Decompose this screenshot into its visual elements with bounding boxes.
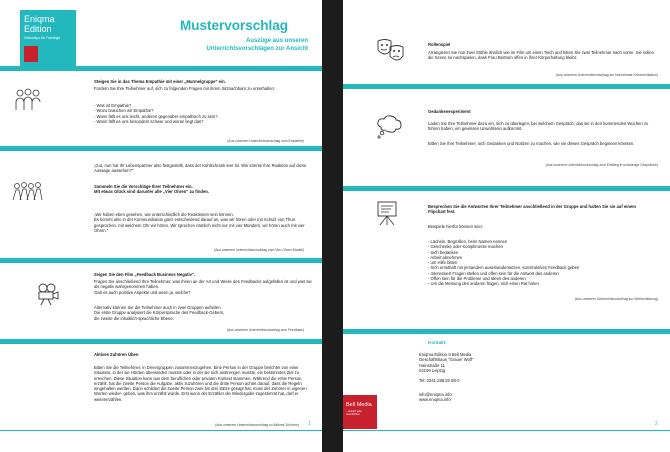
- sec4-caption: (Aus unserem Unterrichtsvorschlag zu Aktives Zuhören): [215, 423, 299, 427]
- bell-media-logo-text: Bell Media: [346, 402, 372, 408]
- document-page-1: [0, 0, 322, 452]
- sec4-body: Bitten Sie die Teilnehmer, in Dreiergruppen zusammenzugehen. Eine Person in der Gruppe berichtet von einer Situation, in der sie Hürden überwinden musste oder in der sie sich anstrengen musste, ein bestimmtes Ziel zu erreichen. Diese Situation kann aus dem beruflichen oder privaten Kontext stammen. Während die erste Person erzählt, hat die zweite Person die Aufgabe, aktiv zuzuhören und die dritte Person achtet darauf, dass die Regeln eingehalten werden. Dann schildert die zweite Person zwei bis drei Sätze gesagt hat, muss der Zuhörer in eigenen Worten wieder- geben, was ihm erzählt wurde. Erst wenn der Erzähler die Wiedergabe zugestimmt hat, darf er weitererzählen.: [94, 365, 307, 402]
- section-divider: [0, 146, 322, 151]
- p2-sec3-intro: Beispiele hierfür können sein:: [428, 224, 483, 229]
- document-page-2: [343, 0, 670, 452]
- sec1-intro: Fordern Sie Ihre Teilnehmer auf, sich zu folgenden Fragen mit ihrem Sitznachbarn zu unterhalten:: [94, 86, 276, 91]
- section-divider: [343, 84, 670, 89]
- footer-line: [343, 430, 670, 431]
- sec3-caption: (Aus unserem Unterrichtsvorschlag zum Feedback): [226, 328, 304, 332]
- page-subtitle: Auszüge aus unseren Unterrichtsvorschlägen zur Ansicht: [206, 38, 308, 52]
- sec2-quote1: „Gut, nun hat Ihr Lebenspartner also festgestellt, dass der Kühlschrank leer ist. Wie könnte Ihre Reaktion auf diese Aussage aussehen?": [94, 163, 307, 174]
- contact-address: Eniqma Edition II Bell Media Geschäftshaus "Grauer Wolf" Hainstraße 11 04109 Leipzig: [419, 352, 474, 373]
- section-divider: [0, 339, 322, 344]
- audience-ears-icon: [12, 180, 44, 207]
- sec4-heading: Aktives Zuhören Üben: [94, 352, 139, 357]
- film-camera-icon: [36, 283, 60, 310]
- section-divider: [0, 258, 322, 263]
- section-divider: [0, 66, 322, 71]
- p2-sec3-caption: (Aus unserem Unterrichtsvorschlag zur Wertschätzung): [574, 297, 658, 301]
- eniqma-logo: [20, 10, 76, 66]
- page-number: 2: [655, 421, 658, 427]
- page-title: Mustervorschlag: [180, 18, 289, 33]
- p2-sec2-body2: Bitten Sie Ihre Teilnehmer, sich Gedanken und Notizen zu machen, wie sie dieses Gespräch beginnen könnten.: [428, 141, 635, 146]
- section-divider: [343, 329, 670, 334]
- sec1-caption: (Aus unserem Unterrichtsvorschlag zum Empathie): [227, 139, 304, 143]
- sec3-body1: Fragen Sie anschließend Ihre Teilnehmer, was Ihnen an der Art und Weise des Feedbacks aufgefallen ist und was sie als negativ wahrgenommen haben. Gab es auch positive Aspekte und wenn ja, welche?: [94, 279, 312, 295]
- section-divider: [343, 186, 670, 191]
- p2-sec1-heading: Rollenspiel: [428, 42, 451, 47]
- thought-bubble-icon: [375, 113, 405, 144]
- contact-label: Kontakt:: [428, 340, 447, 345]
- flipchart-icon: [375, 200, 399, 231]
- sec2-quote2: „Wir haben eben gesehen, wie unterschiedlich die Reaktionen sein können. Es kommt also in der Kommunikation ganz entscheidend darauf an, was wir hören oder mit Schulz von Thun gesprochen, mit welchem Ohr wir hören. Wir sprechen nämlich nicht nur mit vier Mündern, wir hören auch mit vier Ohren.": [94, 212, 305, 233]
- logo-line2: Edition: [24, 24, 52, 34]
- sec3-body2: Alternativ können Sie die Teilnehmer auch in zwei Gruppen aufteilen. Die erste Gruppe analysiert die Körpersprache des Feedback-Gebers, die zweite die inhaltlich-sprachliche Ebene.: [94, 305, 225, 321]
- p2-sec3-heading: Besprechen Sie die Antworten Ihrer Teilnehmer anschließend in der Gruppe und halten Sie sie auf einem Flipchart fest.: [428, 204, 637, 215]
- murmur-group-icon: [14, 88, 42, 117]
- sec1-questions: - Was ist Empathie? - Wozu brauchen wir Empathie? - Wann fällt es uns leicht, anderen gegenüber empathisch zu sein? - Wann fällt es uns besonders schwer und woran liegt das?: [94, 103, 218, 124]
- bell-media-logo: [343, 395, 377, 429]
- footer-line: [0, 430, 322, 431]
- sec1-heading: Steigen Sie in das Thema Empathie mit einer „Murmelgruppe" ein.: [94, 79, 226, 84]
- logo-line1: Eniqma: [24, 14, 55, 24]
- sec2-heading: Sammeln Sie die Vorschläge Ihrer Teilnehmer ein. Mit etwas Glück sind darunter alle „Vier Ohren" zu finden.: [94, 184, 209, 195]
- page-number: 1: [308, 421, 311, 427]
- bell-media-mini-logo: [24, 46, 38, 62]
- sec2-caption: (Aus unserem Unterrichtsvorschlag zum Vier-Ohren-Modell): [213, 248, 304, 252]
- p2-sec1-body: Arrangieren Sie nun zwei Stühle ähnlich wie im Film um einen Tisch und bitten Sie zwei Teilnehmer nach vorne. Sie sollen die Szene so nachspielen, dass Frau Bertram offen in ihrer Körperhaltung bleibt.: [428, 50, 654, 61]
- p2-sec2-caption: (Aus unserem Unterrichtsvorschlag zum Einstieg in schwierige Gespräche): [545, 163, 658, 167]
- p2-sec1-caption: (Aus unserem Unterrichtsvorschlag zur Nonverbale Kommunikation): [555, 73, 658, 77]
- theatre-masks-icon: [376, 38, 406, 69]
- p2-sec2-heading: Gedankenexperiment: [428, 109, 471, 114]
- sec3-heading: Zeigen Sie den Film „Feedback Business Negativ".: [94, 272, 196, 277]
- logo-tagline: Videoclips für Trainings: [24, 36, 61, 40]
- p2-sec3-list: - Lächeln, Begrüßen, beim Namen nennen - Geschenke oder Komplimente machen - Sich bedanken - Arbeit abnehmen - um Hilfe bitten - Sich ernsthaft mit jemandem auseinandersetzen, konstruktives Feedback geben - Interessiert Fragen stellen und offen sein für die Antwort des anderen - Offen sein für die Probleme und Ideen des anderen - Um die Meinung des anderen fragen, sich einen Rat holen: [428, 239, 580, 287]
- bell-media-logo-sub: ...einfach gute Geschichten: [346, 410, 362, 416]
- contact-web: info@eniqma.info www.eniqma.info: [419, 392, 452, 403]
- contact-phone: Tel: 0341.288 20 88-0: [419, 378, 460, 383]
- p2-sec2-body1: Laden Sie Ihre Teilnehmer dazu ein, sich zu überlegen, bei welchem Gespräch, das sie in den kommenden Wochen zu führen haben, ein gewisses Unwohlsein aufkommt.: [428, 121, 649, 132]
